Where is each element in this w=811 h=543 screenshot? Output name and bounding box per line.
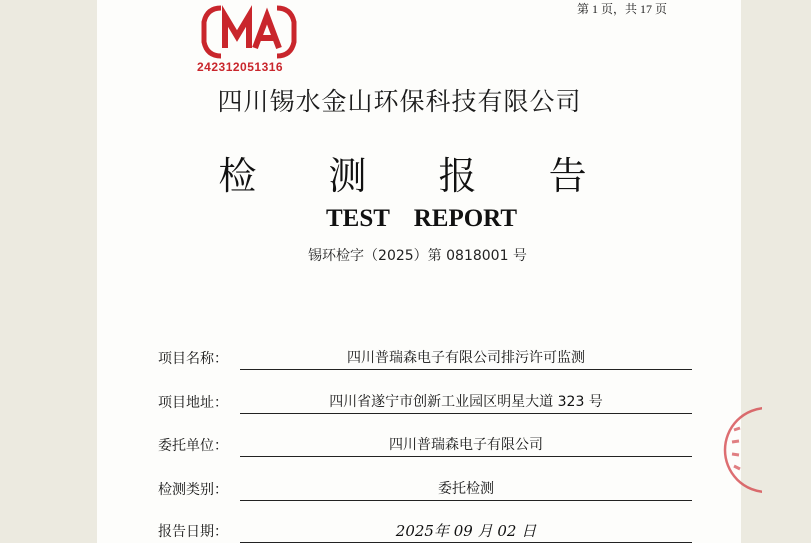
page-number: 第 1 页，共 17 页 (577, 2, 668, 16)
cma-certification-logo (199, 4, 299, 60)
test-type-field (158, 475, 698, 501)
report-date-field (158, 517, 698, 543)
test-type-value: 委托检测 (240, 480, 692, 501)
client-value: 四川普瑞森电子有限公司 (240, 436, 692, 457)
project-address-value: 四川省遂宁市创新工业园区明星大道 323 号 (240, 393, 692, 414)
report-number: 锡环检字（2025）第 0818001 号 (308, 248, 527, 264)
project-address-label: 项目地址： (158, 395, 228, 411)
project-name-field (158, 344, 698, 370)
project-address-field (158, 388, 698, 414)
report-title-english: TEST REPORT (325, 205, 518, 232)
red-seal-stamp (712, 400, 762, 500)
report-date-label: 报告日期： (158, 524, 228, 540)
test-type-label: 检测类别： (158, 482, 228, 498)
report-title: 检 测 报 告 (218, 154, 617, 198)
client-label: 委托单位： (158, 438, 228, 454)
project-name-value: 四川普瑞森电子有限公司排污许可监测 (240, 349, 692, 370)
cma-number: 242312051316 (197, 60, 284, 74)
client-field (158, 431, 698, 457)
project-name-label: 项目名称： (158, 351, 228, 367)
report-date-value: 2025年 09 月 02 日 (240, 522, 692, 543)
company-name: 四川锡水金山环保科技有限公司 (217, 87, 582, 116)
